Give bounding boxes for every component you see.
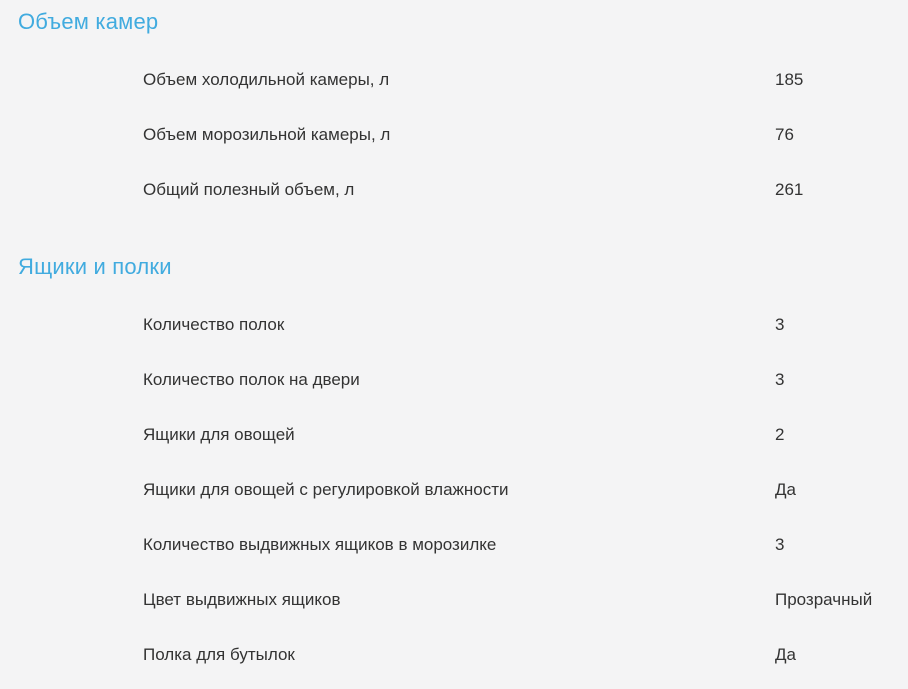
section-drawers-and-shelves — [0, 255, 908, 682]
spec-value: 76 — [775, 124, 794, 144]
table-row — [0, 572, 908, 627]
spec-value: 3 — [775, 369, 785, 389]
table-row — [0, 627, 908, 682]
spec-value: Да — [775, 479, 796, 499]
table-row — [0, 352, 908, 407]
spec-value: Прозрачный — [775, 589, 873, 609]
spec-rows — [0, 52, 908, 217]
table-row — [0, 107, 908, 162]
table-row — [0, 52, 908, 107]
spec-label: Объем морозильной камеры, л — [143, 124, 391, 144]
spec-label: Объем холодильной камеры, л — [143, 69, 390, 89]
table-row — [0, 297, 908, 352]
spec-label: Общий полезный объем, л — [143, 179, 355, 199]
table-row — [0, 162, 908, 217]
table-row — [0, 407, 908, 462]
spec-value: 3 — [775, 534, 785, 554]
spec-value: 2 — [775, 424, 785, 444]
table-row — [0, 517, 908, 572]
spec-label: Количество полок — [143, 314, 285, 334]
spec-label: Полка для бутылок — [143, 644, 295, 664]
section-chamber-volumes — [0, 0, 908, 217]
spec-label: Количество выдвижных ящиков в морозилке — [143, 534, 497, 554]
spec-value: 185 — [775, 69, 804, 89]
spec-value: 261 — [775, 179, 804, 199]
spec-value: 3 — [775, 314, 785, 334]
section-title-drawers-and-shelves: Ящики и полки — [18, 254, 172, 279]
spec-value: Да — [775, 644, 796, 664]
section-title-chamber-volumes: Объем камер — [18, 9, 159, 34]
spec-label: Количество полок на двери — [143, 369, 360, 389]
table-row — [0, 462, 908, 517]
spec-label: Ящики для овощей — [143, 424, 295, 444]
spec-label: Ящики для овощей с регулировкой влажности — [143, 479, 509, 499]
spec-label: Цвет выдвижных ящиков — [143, 589, 341, 609]
spec-rows — [0, 297, 908, 682]
